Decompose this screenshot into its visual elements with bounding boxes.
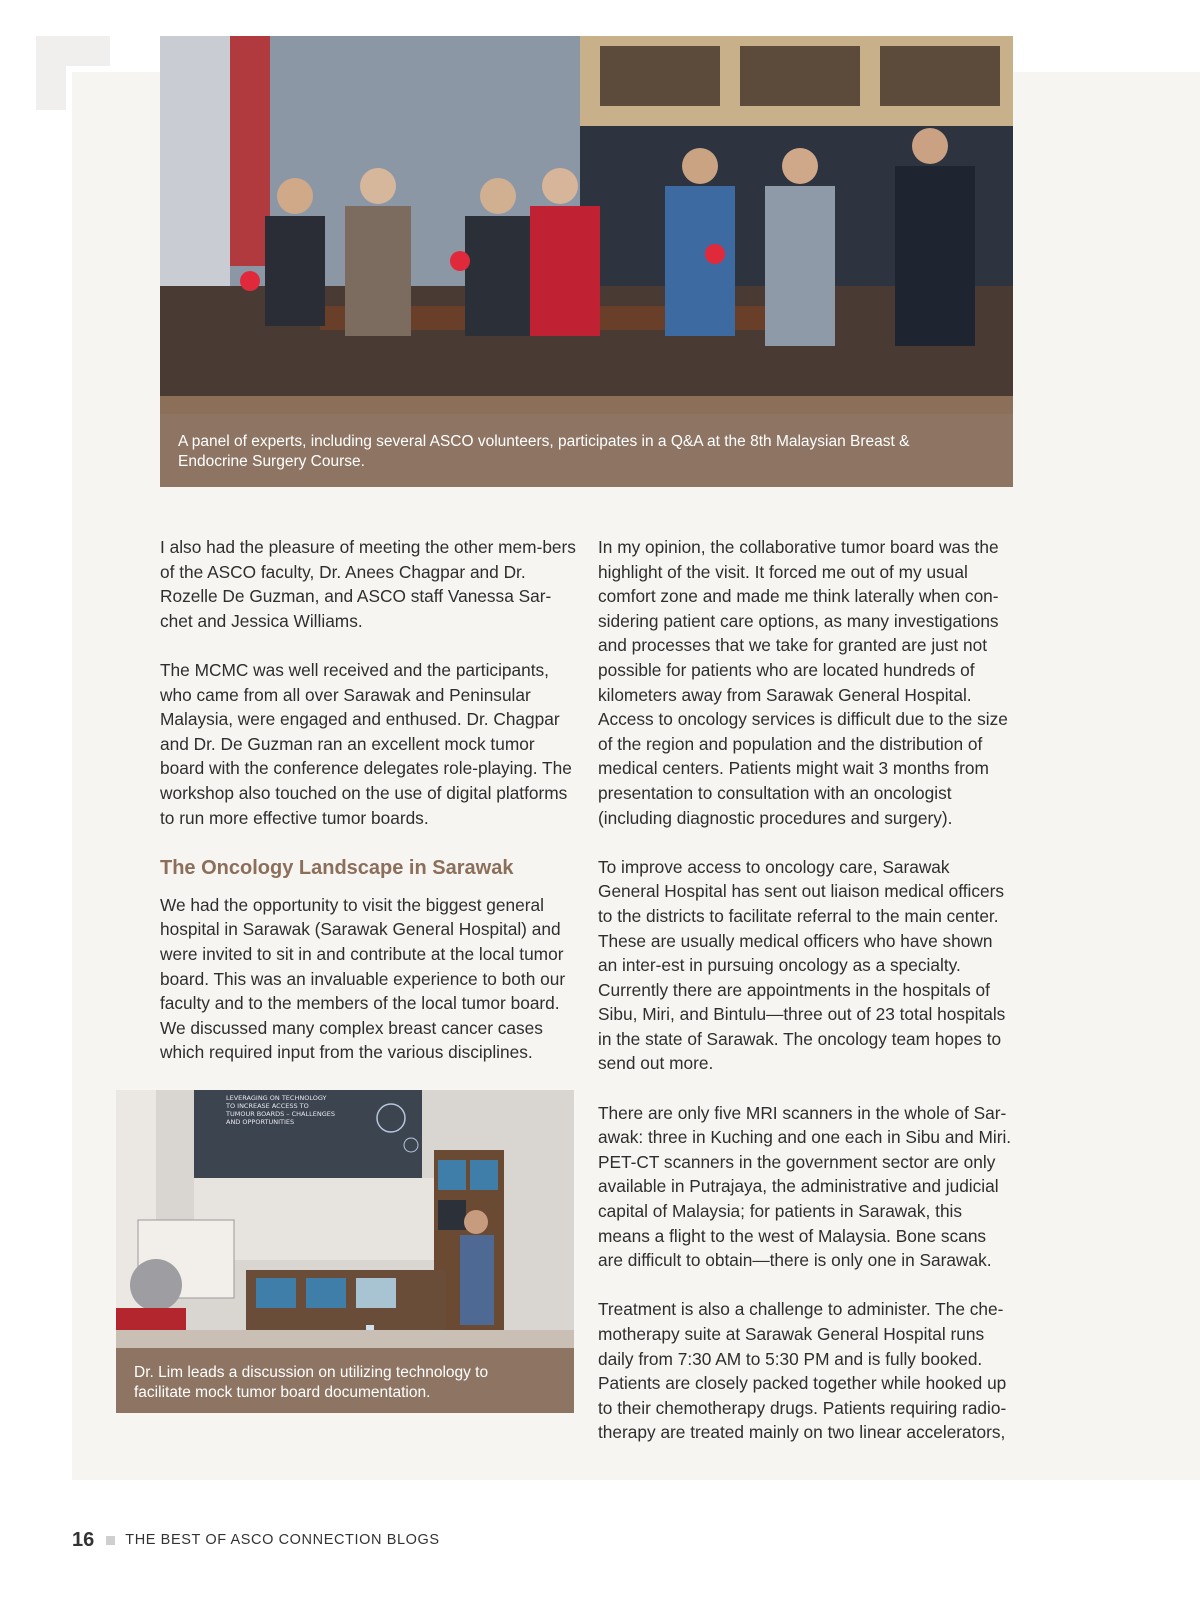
slide-text: LEVERAGING ON TECHNOLOGY [226, 1094, 327, 1102]
section-heading: The Oncology Landscape in Sarawak [160, 856, 514, 879]
paragraph: We had the opportunity to visit the biggest general hospital in Sarawak (Sarawak General Hospital) and were invited to sit in and contribute at the local tumor board. This was an invaluable experience to both our faculty and to the members of the local tumor board. We discussed many complex breast cancer cases which required input from the various disciplines. [160, 894, 566, 1063]
paragraph: Treatment is also a challenge to administer. The che-motherapy suite at Sarawak General Hospital runs daily from 7:30 AM to 5:30 PM and is fully booked. Patients are closely packed together while hooked up to their chemotherapy drugs. Patients requiring radio-therapy are treated mainly on two linear accelerators, [598, 1299, 1007, 1443]
paragraph: To improve access to oncology care, Sarawak General Hospital has sent out liaison medical officers to the districts to facilitate referral to the main center. These are usually medical officers who have shown an inter-est in pursuing oncology as a specialty. Currently there are appointments in the hospitals of Sibu, Miri, and Bintulu—three out of 23 total hospitals in the state of Sarawak. The oncology team hopes to send out more. [598, 856, 1006, 1074]
workshop-photo-caption: Dr. Lim leads a discussion on utilizing technology to facilitate mock tumor board documentation. [116, 1348, 574, 1413]
slide-text: AND OPPORTUNITIES [226, 1118, 295, 1126]
panel-photo [160, 36, 1013, 414]
paragraph: I also had the pleasure of meeting the other mem-bers of the ASCO faculty, Dr. Anees Chagpar and Dr. Rozelle De Guzman, and ASCO staff Vanessa Sar-chet and Jessica Williams. [160, 537, 576, 631]
page-footer [72, 1526, 440, 1554]
slide-text: TUMOUR BOARDS – CHALLENGES [226, 1110, 335, 1118]
publication-title: THE BEST OF ASCO CONNECTION BLOGS [125, 1532, 440, 1548]
left-column [160, 535, 580, 1089]
page-number: 16 [72, 1528, 95, 1551]
paragraph: There are only five MRI scanners in the whole of Sar-awak: three in Kuching and one each in Sibu and Miri. PET-CT scanners in the government sector are only available in Putrajaya, the administrative and judicial capital of Malaysia; for patients in Sarawak, this means a flight to the west of Malaysia. Bone scans are difficult to obtain—there is only one in Sarawak. [598, 1102, 1012, 1271]
slide-text: TO INCREASE ACCESS TO [226, 1102, 309, 1110]
paragraph: In my opinion, the collaborative tumor board was the highlight of the visit. It forced me out of my usual comfort zone and made me think laterally when con-sidering patient care options, as many investigations and processes that we take for granted are just not possible for patients who are located hundreds of kilometers away from Sarawak General Hospital. Access to oncology services is difficult due to the size of the region and population and the distribution of medical centers. Patients might wait 3 months from presentation to consultation with an oncologist (including diagnostic procedures and surgery). [598, 537, 1008, 828]
paragraph: The MCMC was well received and the participants, who came from all over Sarawak and Peninsular Malaysia, were engaged and enthused. Dr. Chagpar and Dr. De Guzman ran an excellent mock tumor board with the conference delegates role-playing. The workshop also touched on the use of digital platforms to run more effective tumor boards. [160, 659, 572, 828]
workshop-photo [116, 1090, 574, 1348]
square-icon [106, 1536, 115, 1545]
right-column [598, 535, 1012, 1470]
panel-photo-caption: A panel of experts, including several ASCO volunteers, participates in a Q&A at the 8th Malaysian Breast & Endocrine Surgery Course. [160, 414, 1013, 487]
